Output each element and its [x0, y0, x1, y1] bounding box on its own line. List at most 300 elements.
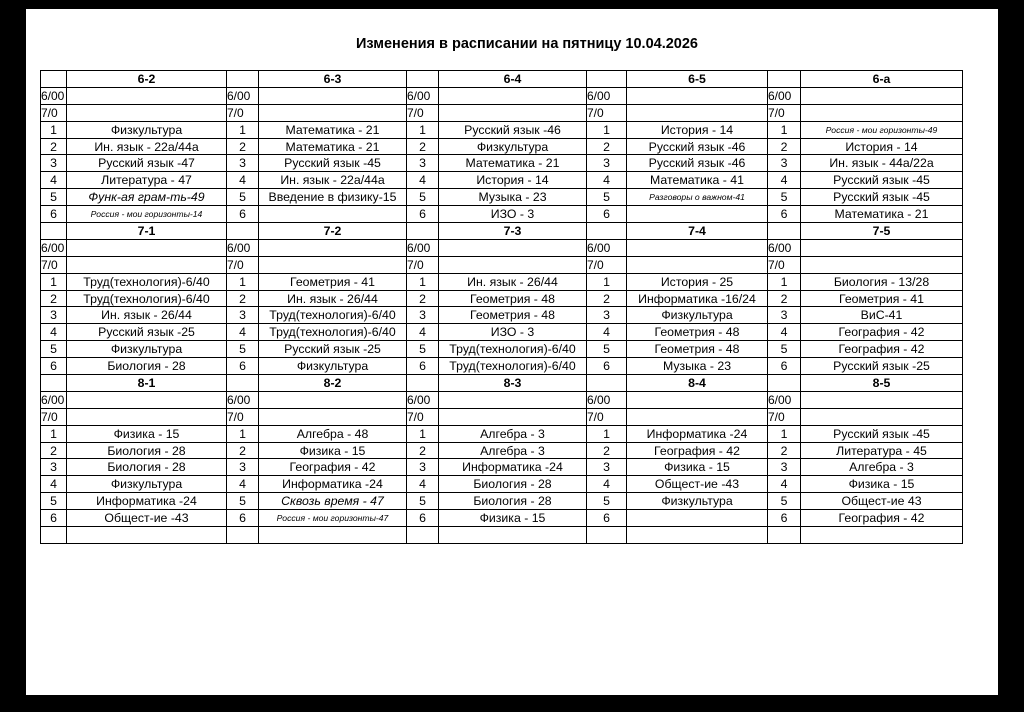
time-empty-cell: [67, 239, 227, 256]
lesson-number: 6: [768, 206, 801, 223]
class-name: 8-5: [801, 375, 963, 392]
lesson-number: 6: [41, 510, 67, 527]
empty-cell: [259, 527, 407, 544]
table-row: [41, 493, 963, 510]
empty-cell: [587, 527, 627, 544]
time-empty-cell: [627, 391, 768, 408]
lesson-subject: История - 14: [627, 121, 768, 138]
lesson-number: 2: [587, 442, 627, 459]
lesson-subject: Геометрия - 48: [439, 290, 587, 307]
class-name: 8-1: [67, 375, 227, 392]
lesson-subject: Русский язык -46: [627, 138, 768, 155]
time-empty-cell: [627, 239, 768, 256]
time-label: 7/0: [587, 104, 627, 121]
lesson-number: 1: [227, 121, 259, 138]
lesson-subject: Русский язык -46: [439, 121, 587, 138]
time-label: 7/0: [407, 104, 439, 121]
time-empty-cell: [67, 87, 227, 104]
time-empty-cell: [801, 256, 963, 273]
lesson-subject: Россия - мои горизонты-14: [67, 206, 227, 223]
time-label: 6/00: [407, 391, 439, 408]
lesson-subject: Русский язык -25: [67, 324, 227, 341]
lesson-subject: Русский язык -47: [67, 155, 227, 172]
lesson-subject: Геометрия - 41: [259, 273, 407, 290]
time-empty-cell: [259, 391, 407, 408]
schedule-table: [40, 70, 963, 544]
lesson-number: 3: [407, 307, 439, 324]
lesson-number-header: [587, 71, 627, 88]
time-row: [41, 408, 963, 425]
time-label: 6/00: [587, 87, 627, 104]
lesson-subject: Разговоры о важном-41: [627, 189, 768, 206]
time-label: 7/0: [407, 256, 439, 273]
lesson-subject: Информатика -24: [67, 493, 227, 510]
lesson-number-header: [587, 375, 627, 392]
lesson-number: 3: [227, 459, 259, 476]
table-row: [41, 307, 963, 324]
time-empty-cell: [627, 256, 768, 273]
lesson-number: 3: [587, 307, 627, 324]
table-row: [41, 290, 963, 307]
lesson-subject: География - 42: [259, 459, 407, 476]
lesson-number: 4: [407, 172, 439, 189]
lesson-number: 1: [768, 425, 801, 442]
class-name: 6-5: [627, 71, 768, 88]
time-row: [41, 104, 963, 121]
time-empty-cell: [259, 104, 407, 121]
lesson-number: 5: [41, 189, 67, 206]
time-label: 6/00: [587, 391, 627, 408]
lesson-number: 3: [768, 459, 801, 476]
lesson-subject: Труд(технология)-6/40: [439, 358, 587, 375]
lesson-subject: Русский язык -45: [801, 189, 963, 206]
lesson-number: 4: [227, 324, 259, 341]
lesson-number: 1: [587, 121, 627, 138]
time-label: 6/00: [587, 239, 627, 256]
lesson-number: 4: [587, 172, 627, 189]
table-row: [41, 189, 963, 206]
lesson-number: 5: [407, 493, 439, 510]
lesson-subject: Ин. язык - 26/44: [439, 273, 587, 290]
lesson-subject: ИЗО - 3: [439, 206, 587, 223]
lesson-subject: Биология - 13/28: [801, 273, 963, 290]
lesson-subject: Математика - 41: [627, 172, 768, 189]
empty-cell: [227, 527, 259, 544]
class-name: 7-1: [67, 223, 227, 240]
class-name: 7-3: [439, 223, 587, 240]
lesson-number: 1: [587, 273, 627, 290]
lesson-number: 2: [407, 138, 439, 155]
empty-cell: [439, 527, 587, 544]
lesson-subject: Физкультура: [67, 476, 227, 493]
lesson-subject: Русский язык -25: [259, 341, 407, 358]
time-label: 6/00: [768, 87, 801, 104]
lesson-number-header: [407, 375, 439, 392]
lesson-number: 3: [407, 459, 439, 476]
lesson-number: 6: [41, 358, 67, 375]
lesson-subject: Труд(технология)-6/40: [439, 341, 587, 358]
lesson-subject: Сквозь время - 47: [259, 493, 407, 510]
table-row: [41, 206, 963, 223]
lesson-subject: Биология - 28: [439, 476, 587, 493]
time-label: 7/0: [41, 408, 67, 425]
empty-row: [41, 527, 963, 544]
lesson-subject: [627, 206, 768, 223]
lesson-number: 3: [768, 307, 801, 324]
lesson-number: 5: [768, 189, 801, 206]
lesson-number-header: [407, 71, 439, 88]
time-empty-cell: [67, 104, 227, 121]
table-row: [41, 155, 963, 172]
time-label: 7/0: [41, 104, 67, 121]
lesson-subject: Информатика -24: [259, 476, 407, 493]
lesson-subject: [259, 206, 407, 223]
time-empty-cell: [439, 104, 587, 121]
empty-cell: [407, 527, 439, 544]
time-label: 7/0: [227, 256, 259, 273]
lesson-subject: Алгебра - 3: [439, 425, 587, 442]
lesson-number: 2: [768, 138, 801, 155]
lesson-number: 1: [41, 273, 67, 290]
lesson-subject: Геометрия - 48: [439, 307, 587, 324]
time-label: 6/00: [227, 87, 259, 104]
lesson-number: 1: [227, 425, 259, 442]
time-row: [41, 87, 963, 104]
lesson-subject: Русский язык -45: [801, 172, 963, 189]
lesson-number: 2: [407, 442, 439, 459]
time-empty-cell: [627, 104, 768, 121]
lesson-number: 2: [41, 290, 67, 307]
lesson-subject: Физкультура: [627, 493, 768, 510]
lesson-subject: Ин. язык - 44а/22а: [801, 155, 963, 172]
lesson-number: 4: [768, 476, 801, 493]
lesson-number: 6: [407, 206, 439, 223]
lesson-subject: Физика - 15: [627, 459, 768, 476]
time-label: 7/0: [587, 256, 627, 273]
lesson-number: 5: [227, 189, 259, 206]
table-row: [41, 358, 963, 375]
lesson-number: 4: [407, 476, 439, 493]
lesson-number-header: [41, 375, 67, 392]
time-empty-cell: [259, 87, 407, 104]
time-empty-cell: [259, 408, 407, 425]
class-header-row: [41, 375, 963, 392]
lesson-number: 5: [587, 493, 627, 510]
lesson-number: 3: [768, 155, 801, 172]
time-label: 7/0: [768, 256, 801, 273]
class-name: 6-4: [439, 71, 587, 88]
lesson-subject: Музыка - 23: [439, 189, 587, 206]
class-name: 7-4: [627, 223, 768, 240]
empty-cell: [768, 527, 801, 544]
lesson-number: 2: [587, 290, 627, 307]
lesson-number: 5: [227, 493, 259, 510]
lesson-subject: Физика - 15: [259, 442, 407, 459]
lesson-number: 6: [587, 206, 627, 223]
time-empty-cell: [67, 256, 227, 273]
class-name: 6-3: [259, 71, 407, 88]
lesson-subject: Общест-ие -43: [67, 510, 227, 527]
lesson-number: 5: [227, 341, 259, 358]
lesson-subject: Физкультура: [627, 307, 768, 324]
lesson-number: 1: [407, 425, 439, 442]
lesson-subject: География - 42: [801, 341, 963, 358]
lesson-number: 3: [41, 155, 67, 172]
time-label: 6/00: [407, 87, 439, 104]
time-empty-cell: [439, 256, 587, 273]
table-row: [41, 273, 963, 290]
lesson-number: 1: [227, 273, 259, 290]
class-name: 6-2: [67, 71, 227, 88]
lesson-number: 2: [227, 138, 259, 155]
lesson-number: 4: [587, 324, 627, 341]
lesson-subject: Физкультура: [67, 121, 227, 138]
lesson-subject: Физкультура: [439, 138, 587, 155]
lesson-subject: [627, 510, 768, 527]
lesson-number: 6: [587, 510, 627, 527]
lesson-subject: Ин. язык - 26/44: [259, 290, 407, 307]
table-row: [41, 324, 963, 341]
lesson-number: 4: [41, 324, 67, 341]
lesson-number: 2: [227, 442, 259, 459]
lesson-number-header: [407, 223, 439, 240]
time-empty-cell: [259, 256, 407, 273]
class-name: 7-5: [801, 223, 963, 240]
lesson-subject: Физика - 15: [67, 425, 227, 442]
lesson-subject: Биология - 28: [67, 358, 227, 375]
lesson-number: 5: [768, 341, 801, 358]
lesson-number: 6: [768, 510, 801, 527]
lesson-number-header: [768, 375, 801, 392]
lesson-subject: Труд(технология)-6/40: [67, 290, 227, 307]
class-name: 6-а: [801, 71, 963, 88]
lesson-subject: Математика - 21: [439, 155, 587, 172]
lesson-subject: Труд(технология)-6/40: [259, 324, 407, 341]
time-label: 7/0: [768, 104, 801, 121]
time-label: 7/0: [407, 408, 439, 425]
lesson-number: 2: [587, 138, 627, 155]
lesson-number: 3: [41, 459, 67, 476]
time-row: [41, 256, 963, 273]
lesson-subject: География - 42: [801, 510, 963, 527]
lesson-number: 2: [41, 138, 67, 155]
lesson-number: 1: [768, 273, 801, 290]
lesson-number: 6: [407, 358, 439, 375]
lesson-number: 4: [41, 476, 67, 493]
lesson-number-header: [227, 375, 259, 392]
lesson-number: 2: [41, 442, 67, 459]
lesson-subject: Алгебра - 48: [259, 425, 407, 442]
lesson-number-header: [227, 223, 259, 240]
table-row: [41, 476, 963, 493]
lesson-subject: Алгебра - 3: [801, 459, 963, 476]
lesson-subject: Физика - 15: [439, 510, 587, 527]
time-empty-cell: [439, 239, 587, 256]
time-empty-cell: [627, 87, 768, 104]
time-empty-cell: [627, 408, 768, 425]
lesson-subject: География - 42: [627, 442, 768, 459]
lesson-subject: Русский язык -46: [627, 155, 768, 172]
class-header-row: [41, 71, 963, 88]
lesson-subject: Математика - 21: [259, 121, 407, 138]
empty-cell: [627, 527, 768, 544]
lesson-number: 4: [768, 324, 801, 341]
time-empty-cell: [801, 87, 963, 104]
class-name: 8-4: [627, 375, 768, 392]
lesson-subject: Биология - 28: [67, 442, 227, 459]
lesson-subject: История - 14: [801, 138, 963, 155]
lesson-number: 4: [587, 476, 627, 493]
class-name: 7-2: [259, 223, 407, 240]
lesson-subject: Общест-ие -43: [627, 476, 768, 493]
time-label: 7/0: [768, 408, 801, 425]
table-row: [41, 442, 963, 459]
lesson-number: 5: [407, 189, 439, 206]
time-label: 6/00: [41, 391, 67, 408]
lesson-number-header: [41, 223, 67, 240]
table-row: [41, 510, 963, 527]
lesson-number: 2: [768, 290, 801, 307]
time-empty-cell: [259, 239, 407, 256]
lesson-subject: Россия - мои горизонты-47: [259, 510, 407, 527]
lesson-number: 5: [587, 189, 627, 206]
lesson-subject: Общест-ие 43: [801, 493, 963, 510]
table-row: [41, 138, 963, 155]
lesson-number: 4: [768, 172, 801, 189]
lesson-subject: Математика - 21: [801, 206, 963, 223]
lesson-subject: Ин. язык - 22а/44а: [67, 138, 227, 155]
lesson-subject: ВиС-41: [801, 307, 963, 324]
lesson-number: 6: [407, 510, 439, 527]
lesson-subject: Алгебра - 3: [439, 442, 587, 459]
lesson-number: 6: [768, 358, 801, 375]
time-label: 6/00: [768, 391, 801, 408]
lesson-number: 6: [227, 358, 259, 375]
lesson-number: 3: [587, 459, 627, 476]
lesson-number: 3: [407, 155, 439, 172]
lesson-number: 3: [41, 307, 67, 324]
time-label: 7/0: [227, 408, 259, 425]
lesson-subject: Литература - 47: [67, 172, 227, 189]
time-empty-cell: [801, 239, 963, 256]
lesson-subject: Функ-ая грам-ть-49: [67, 189, 227, 206]
empty-cell: [41, 527, 67, 544]
time-label: 6/00: [768, 239, 801, 256]
lesson-subject: География - 42: [801, 324, 963, 341]
lesson-subject: Ин. язык - 22а/44а: [259, 172, 407, 189]
lesson-subject: Россия - мои горизонты-49: [801, 121, 963, 138]
lesson-subject: ИЗО - 3: [439, 324, 587, 341]
lesson-number: 3: [587, 155, 627, 172]
time-label: 6/00: [41, 87, 67, 104]
lesson-number: 2: [407, 290, 439, 307]
time-empty-cell: [801, 104, 963, 121]
lesson-subject: Информатика -16/24: [627, 290, 768, 307]
lesson-number: 6: [41, 206, 67, 223]
lesson-subject: Геометрия - 48: [627, 324, 768, 341]
lesson-number: 2: [227, 290, 259, 307]
lesson-subject: Информатика -24: [627, 425, 768, 442]
time-label: 6/00: [407, 239, 439, 256]
time-label: 6/00: [227, 391, 259, 408]
lesson-number: 1: [41, 425, 67, 442]
time-empty-cell: [801, 408, 963, 425]
lesson-number: 3: [227, 155, 259, 172]
time-empty-cell: [67, 408, 227, 425]
lesson-number: 5: [41, 341, 67, 358]
table-row: [41, 459, 963, 476]
lesson-number: 5: [768, 493, 801, 510]
time-empty-cell: [801, 391, 963, 408]
class-name: 8-2: [259, 375, 407, 392]
lesson-number-header: [587, 223, 627, 240]
lesson-subject: Информатика -24: [439, 459, 587, 476]
lesson-number-header: [768, 71, 801, 88]
page-title: Изменения в расписании на пятницу 10.04.2026: [356, 36, 698, 52]
lesson-subject: Русский язык -45: [801, 425, 963, 442]
lesson-subject: Биология - 28: [67, 459, 227, 476]
empty-cell: [801, 527, 963, 544]
lesson-subject: Биология - 28: [439, 493, 587, 510]
table-row: [41, 121, 963, 138]
document-page: [26, 9, 998, 695]
lesson-number-header: [768, 223, 801, 240]
lesson-number: 2: [768, 442, 801, 459]
lesson-number: 1: [407, 273, 439, 290]
lesson-subject: Физика - 15: [801, 476, 963, 493]
lesson-subject: Физкультура: [259, 358, 407, 375]
lesson-subject: Литература - 45: [801, 442, 963, 459]
time-label: 6/00: [227, 239, 259, 256]
lesson-subject: Русский язык -45: [259, 155, 407, 172]
lesson-number: 1: [587, 425, 627, 442]
lesson-number: 1: [768, 121, 801, 138]
lesson-number: 6: [587, 358, 627, 375]
lesson-number-header: [41, 71, 67, 88]
lesson-subject: Русский язык -25: [801, 358, 963, 375]
class-header-row: [41, 223, 963, 240]
lesson-number: 5: [407, 341, 439, 358]
lesson-subject: Труд(технология)-6/40: [67, 273, 227, 290]
lesson-subject: Ин. язык - 26/44: [67, 307, 227, 324]
time-label: 7/0: [227, 104, 259, 121]
lesson-subject: Математика - 21: [259, 138, 407, 155]
lesson-number: 4: [407, 324, 439, 341]
lesson-subject: Геометрия - 48: [627, 341, 768, 358]
time-row: [41, 239, 963, 256]
lesson-subject: Геометрия - 41: [801, 290, 963, 307]
table-row: [41, 341, 963, 358]
lesson-number: 4: [227, 476, 259, 493]
lesson-number: 1: [407, 121, 439, 138]
lesson-number: 4: [41, 172, 67, 189]
lesson-number: 5: [587, 341, 627, 358]
lesson-subject: История - 25: [627, 273, 768, 290]
lesson-subject: Введение в физику-15: [259, 189, 407, 206]
time-empty-cell: [439, 408, 587, 425]
lesson-number: 1: [41, 121, 67, 138]
class-name: 8-3: [439, 375, 587, 392]
lesson-subject: Музыка - 23: [627, 358, 768, 375]
lesson-number: 6: [227, 510, 259, 527]
table-row: [41, 172, 963, 189]
lesson-number: 5: [41, 493, 67, 510]
lesson-subject: История - 14: [439, 172, 587, 189]
lesson-subject: Труд(технология)-6/40: [259, 307, 407, 324]
time-empty-cell: [67, 391, 227, 408]
time-row: [41, 391, 963, 408]
time-label: 7/0: [587, 408, 627, 425]
